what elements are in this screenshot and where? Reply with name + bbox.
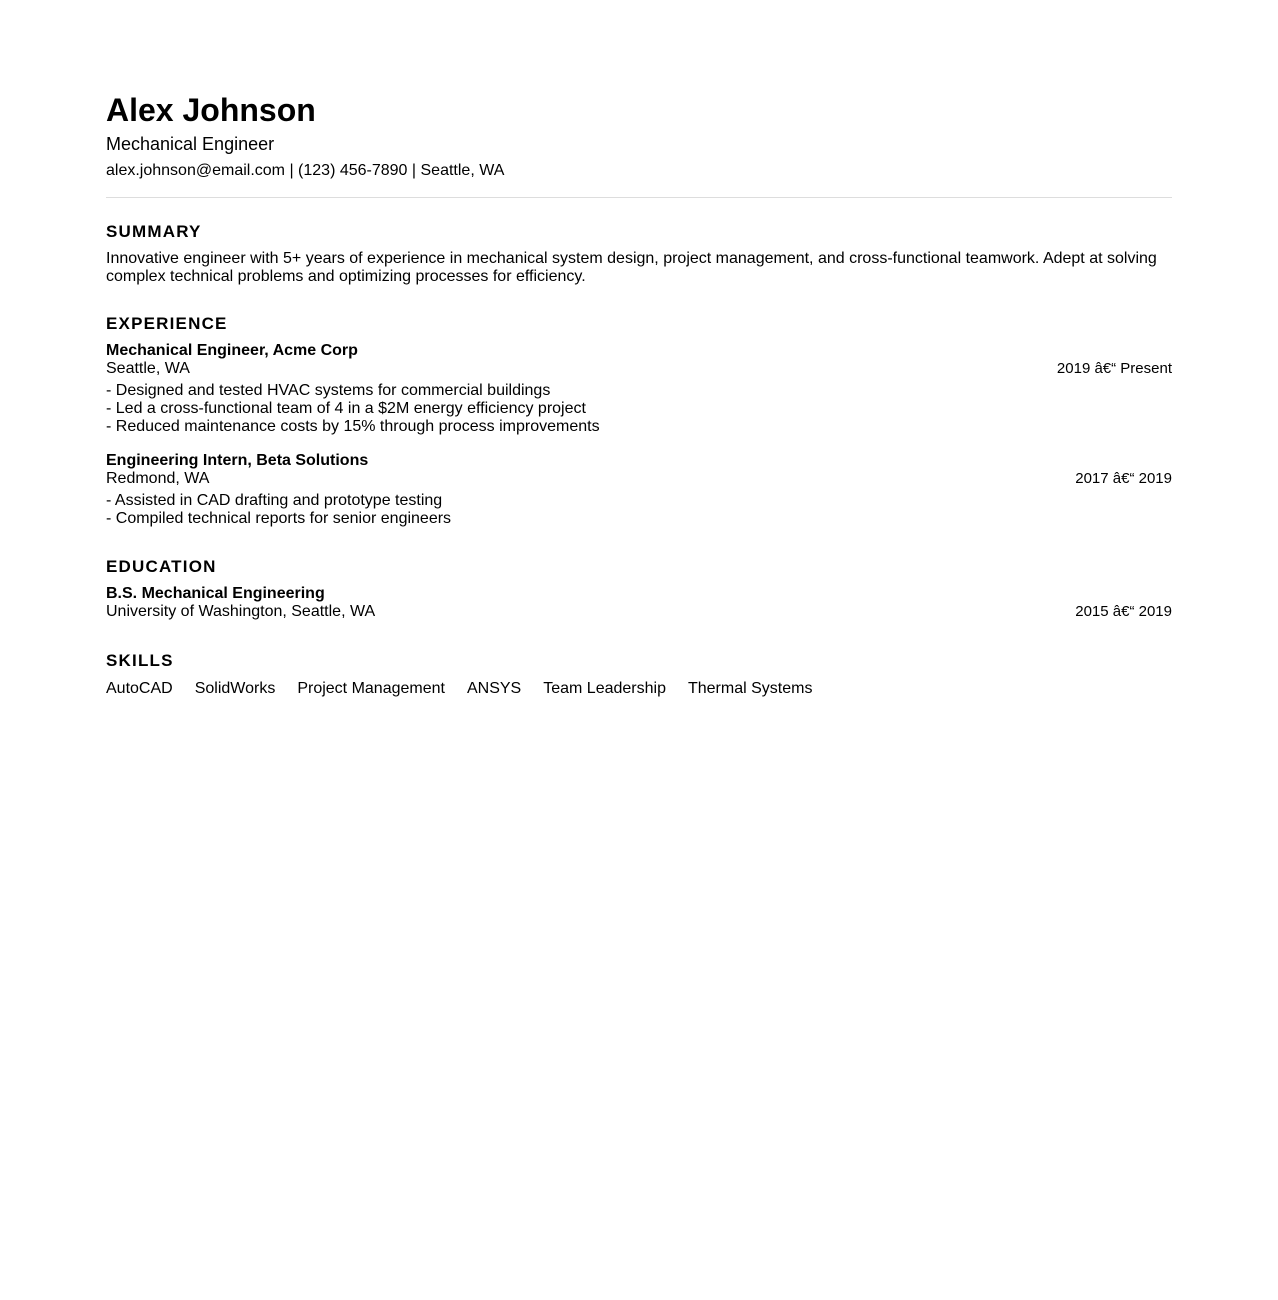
job-dates: 2019 â€“ Present <box>1056 360 1172 377</box>
summary-section <box>106 222 1172 286</box>
degree: B.S. Mechanical Engineering <box>106 585 325 602</box>
skills-section <box>106 651 1172 699</box>
education-dates: 2015 â€“ 2019 <box>1075 603 1172 620</box>
skill-item: SolidWorks <box>194 680 276 697</box>
summary-heading: SUMMARY <box>106 222 202 241</box>
school: University of Washington, Seattle, WA <box>106 603 376 620</box>
job-bullet: - Reduced maintenance costs by 15% through process improvements <box>106 418 600 435</box>
candidate-title: Mechanical Engineer <box>106 134 275 154</box>
job-role-company: Engineering Intern, Beta Solutions <box>106 452 369 469</box>
job-bullet: - Assisted in CAD drafting and prototype testing <box>106 492 443 509</box>
job-location: Redmond, WA <box>106 470 210 487</box>
education-meta <box>106 603 1172 621</box>
job-bullets <box>106 382 1172 436</box>
experience-heading: EXPERIENCE <box>106 314 228 333</box>
header-divider <box>106 197 1172 198</box>
job-bullet: - Designed and tested HVAC systems for commercial buildings <box>106 382 551 399</box>
contact-line: alex.johnson@email.com | (123) 456-7890 | Seattle, WA <box>106 162 505 179</box>
skill-item: Team Leadership <box>543 680 666 697</box>
job-meta <box>106 470 1172 488</box>
job-bullets <box>106 492 1172 528</box>
resume-header <box>106 91 1172 181</box>
job-location: Seattle, WA <box>106 360 190 377</box>
skill-item: Project Management <box>297 680 445 697</box>
skills-heading: SKILLS <box>106 651 174 670</box>
skills-list <box>106 679 1172 699</box>
job-role-company: Mechanical Engineer, Acme Corp <box>106 342 358 359</box>
skill-item: Thermal Systems <box>687 680 813 697</box>
skill-item: AutoCAD <box>106 680 173 697</box>
education-entry <box>106 585 1172 621</box>
job-entry <box>106 342 1172 436</box>
job-dates: 2017 â€“ 2019 <box>1075 470 1172 487</box>
job-bullet: - Compiled technical reports for senior engineers <box>106 510 452 527</box>
skill-item: ANSYS <box>466 680 522 697</box>
candidate-name: Alex Johnson <box>106 92 316 128</box>
summary-text: Innovative engineer with 5+ years of experience in mechanical system design, project management, and cross-functional teamwork. Adept at solving complex technical problems and optimizing processes for efficiency. <box>106 250 1157 285</box>
job-entry <box>106 452 1172 528</box>
experience-section <box>106 314 1172 528</box>
education-section <box>106 557 1172 621</box>
education-heading: EDUCATION <box>106 557 217 576</box>
job-bullet: - Led a cross-functional team of 4 in a $2M energy efficiency project <box>106 400 586 417</box>
job-meta <box>106 360 1172 378</box>
